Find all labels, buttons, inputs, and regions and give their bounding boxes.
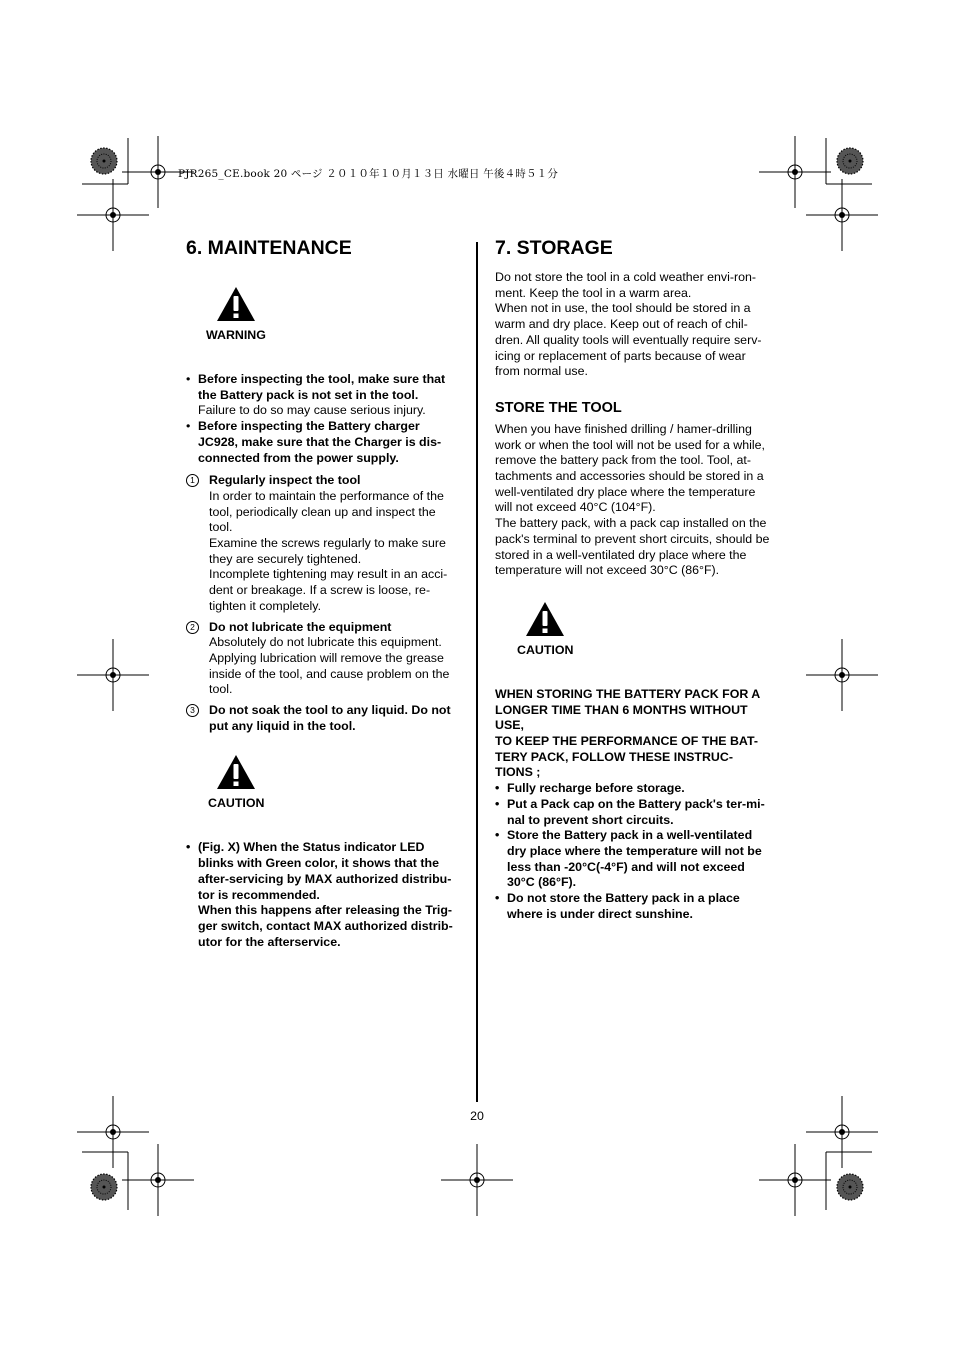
warning-label: WARNING: [206, 328, 266, 342]
list-item: • (Fig. X) When the Status indicator LED blinks with Green color, it shows that the after-servicing by MAX authorized distribu-tor is recommended. When this happens after releasing the Trig-ger switch, contact MAX authorized distrib-utor for the afterservice.: [186, 840, 461, 950]
list-item: • Before inspecting the Battery charger JC928, make sure that the Charger is dis-connected from the power supply.: [186, 419, 461, 466]
storage-caution-heading-2: TO KEEP THE PERFORMANCE OF THE BAT-TERY PACK, FOLLOW THESE INSTRUC-TIONS ;: [495, 734, 758, 780]
storage-caution-list: [495, 781, 770, 922]
warning-block: [186, 286, 461, 372]
maintenance-item-2: 2 Do not lubricate the equipment Absolutely do not lubricate this equipment. Applying lubrication will remove the grease inside of the tool, and cause problem on the tool.: [186, 620, 461, 699]
caution-label: CAUTION: [208, 796, 265, 811]
storage-caution-heading-1: WHEN STORING THE BATTERY PACK FOR A LONGER TIME THAN 6 MONTHS WITHOUT USE,: [495, 686, 760, 733]
storage-caution-block: [495, 601, 770, 687]
maintenance-title: 6. MAINTENANCE: [186, 237, 352, 259]
storage-title: 7. STORAGE: [495, 237, 613, 259]
warning-list: [186, 372, 461, 466]
list-item: • Put a Pack cap on the Battery pack's ter-mi-nal to prevent short circuits.: [495, 797, 770, 828]
store-tool-para-2: The battery pack, with a pack cap installed on the pack's terminal to prevent short circuits, should be stored in a well-ventilated dry place where the temperature will not exceed 30°C (86°F).: [495, 516, 770, 578]
storage-intro-2: When not in use, the tool should be stored in a warm and dry place. Keep out of reach of chil-dren. All quality tools will eventually require serv-icing or replacement of parts because of wear from normal use.: [495, 301, 762, 379]
number-3-icon: 3: [186, 704, 199, 717]
list-item: • Before inspecting the tool, make sure that the Battery pack is not set in the tool. Failure to do so may cause serious injury.: [186, 372, 461, 419]
list-item: • Do not store the Battery pack in a place where is under direct sunshine.: [495, 891, 770, 922]
number-2-icon: 2: [186, 621, 199, 634]
store-tool-para-1: When you have finished drilling / hamer-drilling work or when the tool will not be used for a while, remove the battery pack from the tool. Tool, at-tachments and accessories should be stored in a well-ventilated dry place where the temperature will not exceed 40°C (104°F).: [495, 421, 765, 515]
warning-triangle-icon: [216, 286, 256, 322]
number-1-icon: 1: [186, 474, 199, 487]
storage-section: [495, 236, 770, 923]
caution-block: [186, 754, 461, 840]
column-divider: [476, 242, 478, 1102]
maintenance-item-1: 1 Regularly inspect the tool In order to maintain the performance of the tool, periodically clean up and inspect the tool. Examine the screws regularly to make sure they are securely tightened. Incomplete tightening may result in an acci-dent or breakage. If a screw is loose, re-tighten it completely.: [186, 473, 461, 614]
store-tool-subtitle: STORE THE TOOL: [495, 399, 622, 416]
maintenance-section: [186, 236, 461, 950]
file-header: PJR265_CE.book 20 ページ ２０１０年１０月１３日 水曜日 午後４時５１分: [178, 168, 559, 180]
storage-intro-1: Do not store the tool in a cold weather envi-ron-ment. Keep the tool in a warm area.: [495, 270, 757, 300]
list-item: • Fully recharge before storage.: [495, 781, 770, 797]
caution-list: [186, 840, 461, 950]
caution-triangle-icon: [216, 754, 256, 790]
maintenance-item-3: 3 Do not soak the tool to any liquid. Do not put any liquid in the tool.: [186, 703, 461, 734]
storage-caution-label: CAUTION: [517, 642, 574, 657]
list-item: • Store the Battery pack in a well-ventilated dry place where the temperature will not be less than -20°C(-4°F) and will not exceed 30°C (86°F).: [495, 828, 770, 891]
caution-triangle-icon: [525, 601, 565, 637]
page-number: 20: [470, 1109, 484, 1123]
